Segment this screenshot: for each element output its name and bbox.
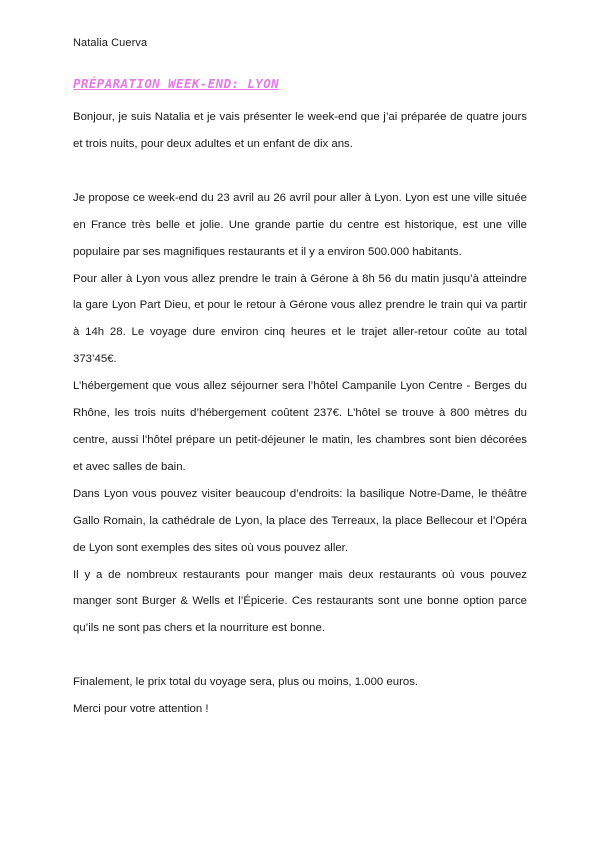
document-body [73, 104, 527, 723]
paragraph-intro: Bonjour, je suis Natalia et je vais présenter le week-end que j’ai préparée de quatre jours et trois nuits, pour deux adultes et un enfant de dix ans. [73, 111, 527, 150]
paragraph-dates: Je propose ce week-end du 23 avril au 26 avril pour aller à Lyon. Lyon est une ville située en France très belle et jolie. Une grande partie du centre est historique, est une ville populaire par ses magnifiques restaurants et il y a environ 500.000 habitants. [73, 191, 527, 258]
paragraph-restaurants: Il y a de nombreux restaurants pour manger mais deux restaurants où vous pouvez manger sont Burger & Wells et l’Épicerie. Ces restaurants sont une bonne option parce qu’ils ne sont pas chers et la nourriture est bonne. [73, 568, 527, 635]
paragraph-sights: Dans Lyon vous pouvez visiter beaucoup d’endroits: la basilique Notre-Dame, le théâtre Gallo Romain, la cathédrale de Lyon, la place des Terreaux, la place Bellecour et l’Opéra de Lyon sont exemples des sites où vous pouvez aller. [73, 487, 527, 554]
paragraph-total-price: Finalement, le prix total du voyage sera, plus ou moins, 1.000 euros. [73, 676, 419, 689]
document-title: PRÉPARATION WEEK-END: LYON [73, 76, 280, 91]
paragraph-thanks: Merci pour votre attention ! [73, 703, 209, 716]
paragraph-hotel: L’hébergement que vous allez séjourner sera l’hôtel Campanile Lyon Centre - Berges du Rhône, les trois nuits d’hébergement coûtent 237€. L’hôtel se trouve à 800 mètres du centre, aussi l’hôtel prépare un petit-déjeuner le matin, les chambres sont bien décorées et avec salles de bain. [73, 380, 527, 473]
paragraph-transport: Pour aller à Lyon vous allez prendre le train à Gérone à 8h 56 du matin jusqu’à atteindre la gare Lyon Part Dieu, et pour le retour à Gérone vous allez prendre le train qui va partir à 14h 28. Le voyage dure environ cinq heures et le trajet aller-retour coûte au total 373’45€. [73, 272, 527, 366]
author-name: Natalia Cuerva [73, 37, 148, 49]
